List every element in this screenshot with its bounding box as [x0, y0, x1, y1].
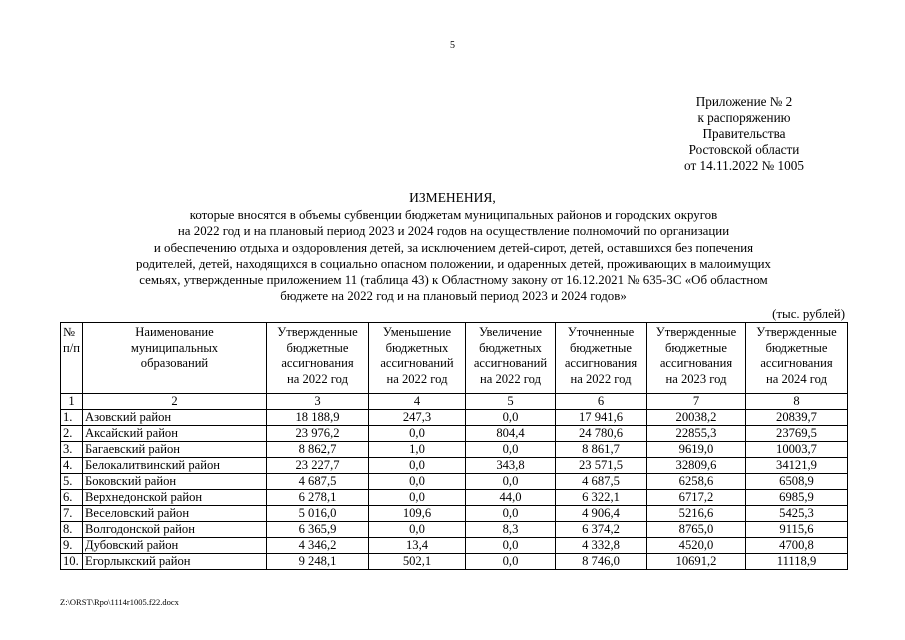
table-row — [61, 426, 848, 442]
approved-2022-cell: 23 976,2 — [267, 426, 369, 442]
subtitle-line: на 2022 год и на плановый период 2023 и 2024 годов на осуществление полномочий по организации — [177, 224, 730, 239]
appendix-line: от 14.11.2022 № 1005 — [684, 158, 804, 174]
decrease-2022-cell: 0,0 — [369, 426, 466, 442]
municipality-name-cell: Верхнедонской район — [83, 490, 267, 506]
approved-2024-cell: 11118,9 — [746, 554, 848, 570]
document-subtitle — [60, 207, 847, 305]
municipality-name-cell: Аксайский район — [83, 426, 267, 442]
increase-2022-cell: 0,0 — [466, 474, 556, 490]
approved-2023-cell: 6717,2 — [647, 490, 746, 506]
refined-2022-cell: 8 861,7 — [556, 442, 647, 458]
approved-2023-cell: 32809,6 — [647, 458, 746, 474]
decrease-2022-cell: 0,0 — [369, 522, 466, 538]
units-label: (тыс. рублей) — [772, 307, 845, 321]
subtitle-line: родителей, детей, находящихся в социально опасном положении, и одаренных детей, проживающих в малоимущих — [136, 256, 771, 271]
municipality-name-cell: Волгодонской район — [83, 522, 267, 538]
approved-2022-cell: 4 687,5 — [267, 474, 369, 490]
table-row — [61, 538, 848, 554]
decrease-2022-cell: 0,0 — [369, 474, 466, 490]
increase-2022-cell: 0,0 — [466, 506, 556, 522]
header-approved-2023: Утвержденные бюджетные ассигнования на 2023 год — [647, 323, 746, 394]
row-number-cell: 5. — [61, 474, 83, 490]
municipality-name-cell: Дубовский район — [83, 538, 267, 554]
row-number-cell: 7. — [61, 506, 83, 522]
column-number: 2 — [83, 394, 267, 410]
header-decrease-2022: Уменьшение бюджетных ассигнований на 2022 год — [369, 323, 466, 394]
appendix-line: Ростовской области — [688, 142, 800, 158]
decrease-2022-cell: 0,0 — [369, 490, 466, 506]
approved-2022-cell: 6 278,1 — [267, 490, 369, 506]
column-number-row — [61, 394, 848, 410]
column-number: 4 — [369, 394, 466, 410]
subtitle-line: семьях, утвержденные приложением 11 (таблица 43) к Областному закону от 16.12.2021 № 635-ЗС «Об областном — [139, 273, 768, 288]
approved-2023-cell: 6258,6 — [647, 474, 746, 490]
approved-2024-cell: 20839,7 — [746, 410, 848, 426]
table-row — [61, 410, 848, 426]
increase-2022-cell: 0,0 — [466, 410, 556, 426]
table-row — [61, 506, 848, 522]
increase-2022-cell: 343,8 — [466, 458, 556, 474]
approved-2022-cell: 18 188,9 — [267, 410, 369, 426]
row-number-cell: 1. — [61, 410, 83, 426]
approved-2023-cell: 10691,2 — [647, 554, 746, 570]
table-row — [61, 474, 848, 490]
municipality-name-cell: Веселовский район — [83, 506, 267, 522]
header-municipality: Наименование муниципальных образований — [83, 323, 267, 394]
header-refined-2022: Уточненные бюджетные ассигнования на 2022 год — [556, 323, 647, 394]
table-row — [61, 554, 848, 570]
increase-2022-cell: 0,0 — [466, 554, 556, 570]
file-path-footer: Z:\ORST\Rpo\1114r1005.f22.docx — [60, 597, 179, 607]
approved-2024-cell: 6985,9 — [746, 490, 848, 506]
row-number-cell: 3. — [61, 442, 83, 458]
row-number-cell: 9. — [61, 538, 83, 554]
municipality-name-cell: Боковский район — [83, 474, 267, 490]
approved-2023-cell: 4520,0 — [647, 538, 746, 554]
decrease-2022-cell: 247,3 — [369, 410, 466, 426]
decrease-2022-cell: 0,0 — [369, 458, 466, 474]
table-row — [61, 442, 848, 458]
approved-2023-cell: 5216,6 — [647, 506, 746, 522]
approved-2023-cell: 22855,3 — [647, 426, 746, 442]
page-number: 5 — [450, 40, 455, 51]
approved-2022-cell: 9 248,1 — [267, 554, 369, 570]
subtitle-line: которые вносятся в объемы субвенции бюджетам муниципальных районов и городских округов — [189, 208, 718, 222]
approved-2022-cell: 8 862,7 — [267, 442, 369, 458]
approved-2024-cell: 10003,7 — [746, 442, 848, 458]
approved-2024-cell: 6508,9 — [746, 474, 848, 490]
column-number: 7 — [647, 394, 746, 410]
refined-2022-cell: 24 780,6 — [556, 426, 647, 442]
municipality-name-cell: Белокалитвинский район — [83, 458, 267, 474]
column-number: 1 — [61, 394, 83, 410]
approved-2023-cell: 9619,0 — [647, 442, 746, 458]
subtitle-line: и обеспечению отдыха и оздоровления детей, за исключением детей-сирот, детей, оставшихся без попечения — [153, 240, 754, 255]
increase-2022-cell: 0,0 — [466, 538, 556, 554]
column-number: 6 — [556, 394, 647, 410]
increase-2022-cell: 8,3 — [466, 522, 556, 538]
refined-2022-cell: 23 571,5 — [556, 458, 647, 474]
header-approved-2022: Утвержденные бюджетные ассигнования на 2022 год — [267, 323, 369, 394]
decrease-2022-cell: 502,1 — [369, 554, 466, 570]
municipality-name-cell: Багаевский район — [83, 442, 267, 458]
approved-2022-cell: 5 016,0 — [267, 506, 369, 522]
appendix-line: к распоряжению — [697, 110, 791, 126]
refined-2022-cell: 8 746,0 — [556, 554, 647, 570]
header-approved-2024: Утвержденные бюджетные ассигнования на 2024 год — [746, 323, 848, 394]
header-increase-2022: Увеличение бюджетных ассигнований на 2022 год — [466, 323, 556, 394]
column-number: 8 — [746, 394, 848, 410]
approved-2022-cell: 6 365,9 — [267, 522, 369, 538]
header-number: № п/п — [61, 323, 83, 394]
row-number-cell: 4. — [61, 458, 83, 474]
increase-2022-cell: 804,4 — [466, 426, 556, 442]
municipality-name-cell: Егорлыкский район — [83, 554, 267, 570]
document-title: ИЗМЕНЕНИЯ, — [409, 190, 496, 205]
refined-2022-cell: 4 687,5 — [556, 474, 647, 490]
decrease-2022-cell: 109,6 — [369, 506, 466, 522]
row-number-cell: 2. — [61, 426, 83, 442]
appendix-line: Правительства — [702, 126, 786, 142]
refined-2022-cell: 4 906,4 — [556, 506, 647, 522]
approved-2024-cell: 5425,3 — [746, 506, 848, 522]
column-number: 3 — [267, 394, 369, 410]
approved-2024-cell: 9115,6 — [746, 522, 848, 538]
increase-2022-cell: 0,0 — [466, 442, 556, 458]
table-row — [61, 458, 848, 474]
table-row — [61, 522, 848, 538]
budget-table — [60, 322, 848, 570]
refined-2022-cell: 6 322,1 — [556, 490, 647, 506]
table-row — [61, 490, 848, 506]
row-number-cell: 6. — [61, 490, 83, 506]
column-number: 5 — [466, 394, 556, 410]
increase-2022-cell: 44,0 — [466, 490, 556, 506]
approved-2023-cell: 8765,0 — [647, 522, 746, 538]
approved-2024-cell: 4700,8 — [746, 538, 848, 554]
appendix-block — [646, 94, 842, 174]
refined-2022-cell: 17 941,6 — [556, 410, 647, 426]
approved-2024-cell: 34121,9 — [746, 458, 848, 474]
approved-2022-cell: 23 227,7 — [267, 458, 369, 474]
refined-2022-cell: 6 374,2 — [556, 522, 647, 538]
row-number-cell: 8. — [61, 522, 83, 538]
row-number-cell: 10. — [61, 554, 83, 570]
approved-2022-cell: 4 346,2 — [267, 538, 369, 554]
approved-2023-cell: 20038,2 — [647, 410, 746, 426]
refined-2022-cell: 4 332,8 — [556, 538, 647, 554]
municipality-name-cell: Азовский район — [83, 410, 267, 426]
table-header-row — [61, 323, 848, 394]
decrease-2022-cell: 1,0 — [369, 442, 466, 458]
appendix-line: Приложение № 2 — [695, 94, 793, 109]
approved-2024-cell: 23769,5 — [746, 426, 848, 442]
subtitle-line: бюджете на 2022 год и на плановый период 2023 и 2024 годов» — [280, 289, 627, 304]
decrease-2022-cell: 13,4 — [369, 538, 466, 554]
